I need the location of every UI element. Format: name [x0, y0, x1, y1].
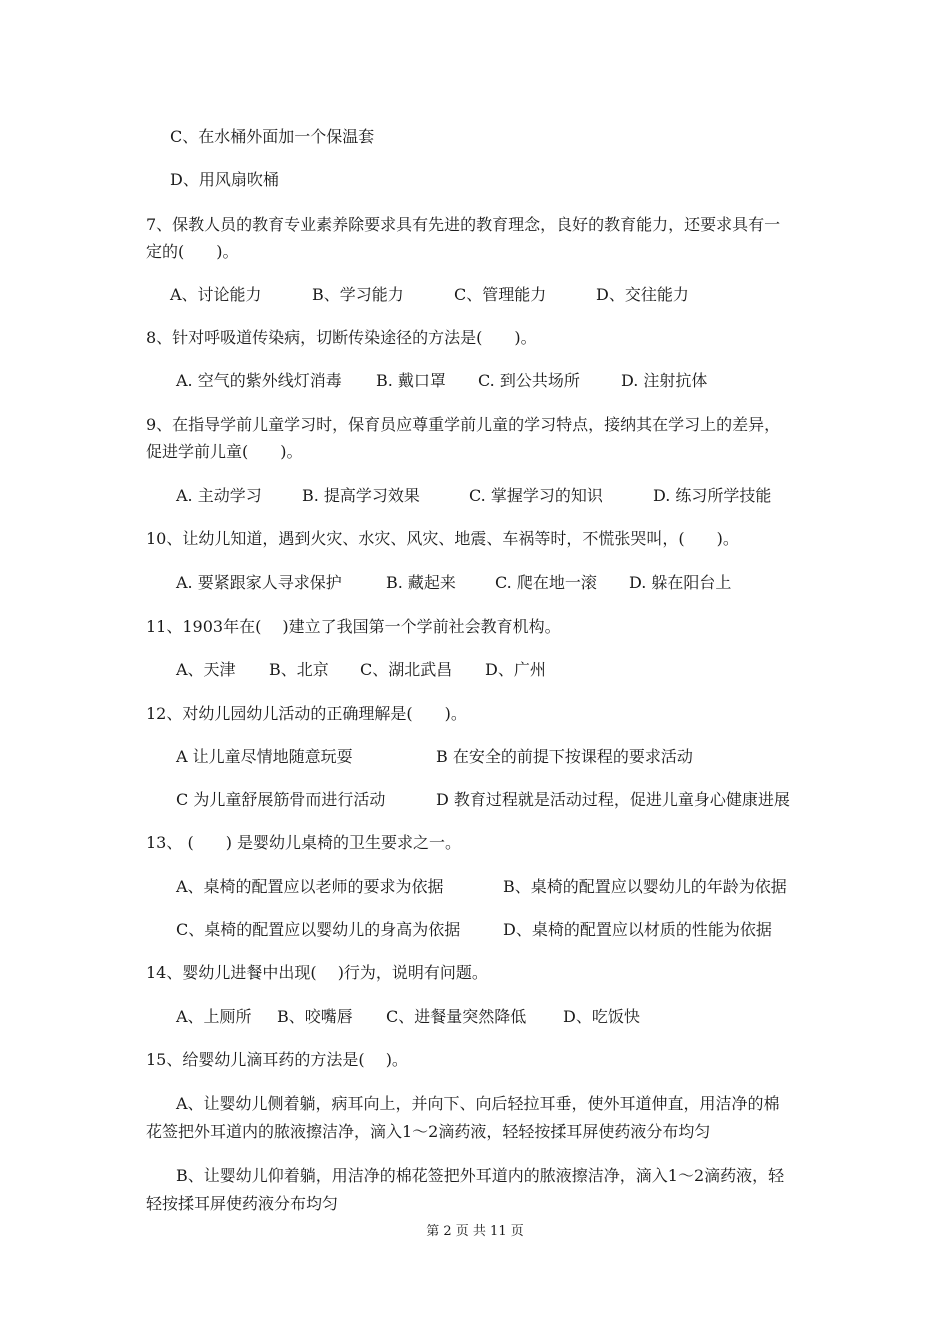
- q9-option-b: B. 提高学习效果: [302, 486, 420, 505]
- q9-option-c: C. 掌握学习的知识: [469, 486, 603, 505]
- q15-option-a-line2: 花签把外耳道内的脓液擦洁净，滴入1～2滴药液，轻轻按揉耳屏使药液分布均匀: [146, 1122, 711, 1141]
- q11-option-a: A、天津: [176, 660, 236, 679]
- question-9-line2: 促进学前儿童( )。: [146, 442, 303, 461]
- question-8: 8、针对呼吸道传染病，切断传染途径的方法是( )。: [146, 328, 537, 347]
- question-13: 13、 ( ) 是婴幼儿桌椅的卫生要求之一。: [146, 833, 462, 852]
- question-7-line1: 7、保教人员的教育专业素养除要求具有先进的教育理念，良好的教育能力，还要求具有一: [146, 215, 781, 234]
- q12-option-d: D 教育过程就是活动过程，促进儿童身心健康进展: [436, 790, 790, 809]
- q8-option-b: B. 戴口罩: [376, 371, 446, 390]
- q14-option-a: A、上厕所: [176, 1007, 252, 1026]
- question-9-line1: 9、在指导学前儿童学习时，保育员应尊重学前儿童的学习特点，接纳其在学习上的差异，: [146, 415, 781, 434]
- q13-option-a: A、桌椅的配置应以老师的要求为依据: [176, 877, 444, 896]
- question-15: 15、给婴幼儿滴耳药的方法是( )。: [146, 1050, 408, 1069]
- q7-option-b: B、学习能力: [312, 285, 404, 304]
- q10-option-b: B. 藏起来: [386, 573, 456, 592]
- q9-option-a: A. 主动学习: [176, 486, 262, 505]
- question-14: 14、婴幼儿进餐中出现( )行为，说明有问题。: [146, 963, 488, 982]
- q9-option-d: D. 练习所学技能: [653, 486, 772, 505]
- q8-option-a: A. 空气的紫外线灯消毒: [176, 371, 342, 390]
- q7-option-a: A、讨论能力: [170, 285, 262, 304]
- q10-option-c: C. 爬在地一滚: [495, 573, 597, 592]
- option-c-prev: C、在水桶外面加一个保温套: [170, 127, 375, 146]
- q15-option-a-line1: A、让婴幼儿侧着躺，病耳向上，并向下、向后轻拉耳垂，使外耳道伸直，用洁净的棉: [176, 1094, 780, 1113]
- q12-option-a: A 让儿童尽情地随意玩耍: [176, 747, 353, 766]
- q7-option-d: D、交往能力: [596, 285, 689, 304]
- q15-option-b-line2: 轻按揉耳屏使药液分布均匀: [146, 1194, 339, 1213]
- q11-option-d: D、广州: [485, 660, 546, 679]
- q13-option-b: B、桌椅的配置应以婴幼儿的年龄为依据: [503, 877, 787, 896]
- q11-option-c: C、湖北武昌: [360, 660, 453, 679]
- q11-option-b: B、北京: [269, 660, 329, 679]
- q13-option-d: D、桌椅的配置应以材质的性能为依据: [503, 920, 772, 939]
- q12-option-c: C 为儿童舒展筋骨而进行活动: [176, 790, 386, 809]
- q8-option-d: D. 注射抗体: [621, 371, 708, 390]
- question-12: 12、对幼儿园幼儿活动的正确理解是( )。: [146, 704, 467, 723]
- q10-option-a: A. 要紧跟家人寻求保护: [176, 573, 342, 592]
- page-footer: 第 2 页 共 11 页: [426, 1224, 524, 1239]
- q7-option-c: C、管理能力: [454, 285, 547, 304]
- question-7-line2: 定的( )。: [146, 242, 239, 261]
- q8-option-c: C. 到公共场所: [478, 371, 580, 390]
- q14-option-b: B、咬嘴唇: [277, 1007, 353, 1026]
- question-11: 11、1903年在( )建立了我国第一个学前社会教育机构。: [146, 617, 561, 636]
- q13-option-c: C、桌椅的配置应以婴幼儿的身高为依据: [176, 920, 461, 939]
- q12-option-b: B 在安全的前提下按课程的要求活动: [436, 747, 693, 766]
- q14-option-c: C、进餐量突然降低: [386, 1007, 527, 1026]
- q15-option-b-line1: B、让婴幼儿仰着躺，用洁净的棉花签把外耳道内的脓液擦洁净，滴入1～2滴药液，轻: [176, 1166, 785, 1185]
- option-d-prev: D、用风扇吹桶: [170, 170, 279, 189]
- q14-option-d: D、吃饭快: [563, 1007, 640, 1026]
- question-10: 10、让幼儿知道，遇到火灾、水灾、风灾、地震、车祸等时，不慌张哭叫，( )。: [146, 529, 739, 548]
- q10-option-d: D. 躲在阳台上: [629, 573, 732, 592]
